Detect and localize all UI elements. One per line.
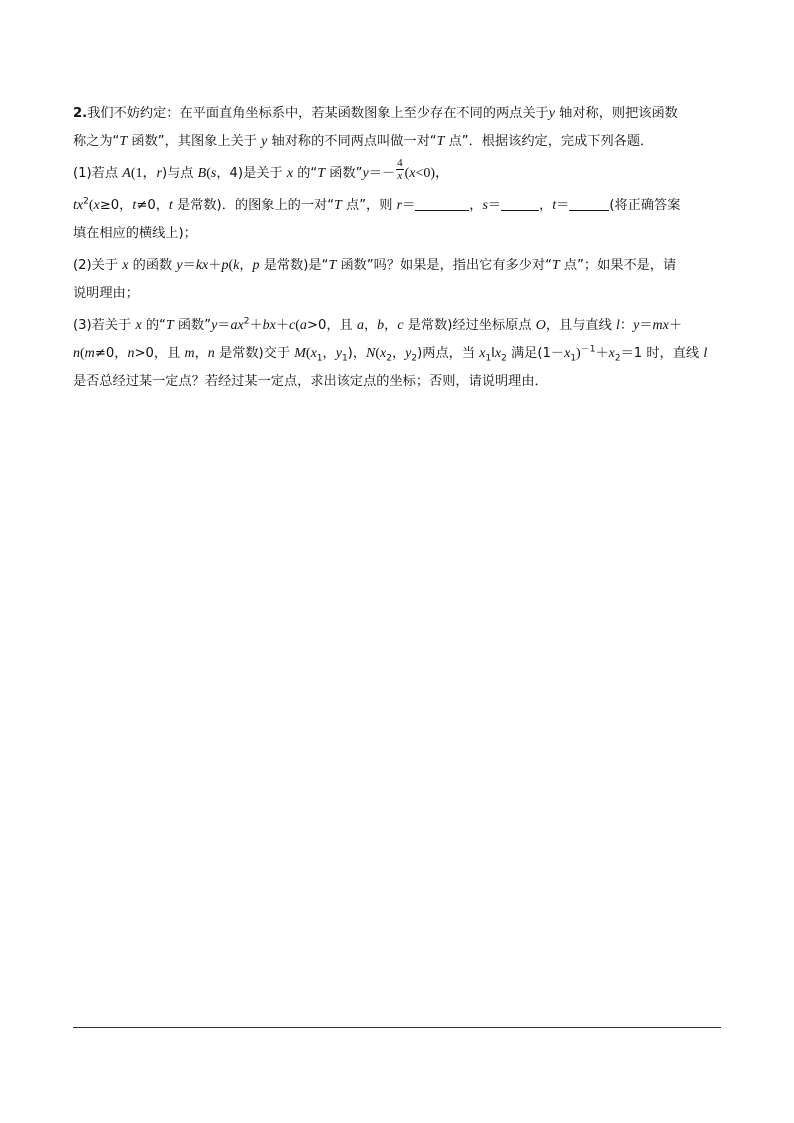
answer-blank-r[interactable]: [415, 196, 469, 211]
part-3-line-2: n(m≠0，n>0，且 m，n 是常数)交于 $M(x_1$，$y_1$)，$N(x_2$，$y_2$)两点，当 $x_1lx_2$ 满足$(1-x_1)^{-1}+x_2=1$ 时，直线 l: [73, 344, 708, 364]
part-2-line-2: 说明理由；: [73, 286, 139, 301]
answer-blank-t[interactable]: [569, 196, 609, 211]
fraction-4-over-x: $\frac{4}{x}$: [397, 156, 403, 182]
part-2-line-1: (2)关于 x 的函数 y＝kx＋p(k，p 是常数)是“T 函数”吗？如果是，指出它有多少对“T 点”；如果不是，请: [73, 258, 677, 273]
footer-divider: [73, 1027, 721, 1028]
part-3-line-3: 是否总经过某一定点？若经过某一定点，求出该定点的坐标；否则，请说明理由．: [73, 374, 548, 389]
question-intro-line-1: 2.我们不妨约定：在平面直角坐标系中，若某函数图象上至少存在不同的两点关于y 轴对称，则把该函数: [73, 106, 678, 121]
answer-blank-s[interactable]: [501, 196, 539, 211]
part-1-line-3: 填在相应的横线上)；: [73, 226, 197, 241]
part-1-line-1: (1)若点 A(1，r)与点 B(s，4)是关于 x 的“T 函数”y＝－ $\frac{4}{x}$ (x<0)，: [73, 156, 450, 182]
part-1-line-2: $tx^2(x\ge 0$，t≠0，t 是常数)．的图象上的一对“T 点”，则 r＝ ，s＝ ，t＝ (将正确答案: [73, 196, 681, 213]
question-intro-line-2: 称之为“T 函数”，其图象上关于 y 轴对称的不同两点叫做一对“T 点”．根据该约定，完成下列各题．: [73, 134, 654, 149]
question-number: 2.: [73, 106, 88, 121]
part-3-line-1: (3)若关于 x 的“T 函数$”y=ax^2+bx+c(a>0$，且 a，b，c 是常数)经过坐标原点 O，且与直线 l：y＝mx＋: [73, 316, 683, 333]
question-block: [73, 100, 723, 396]
